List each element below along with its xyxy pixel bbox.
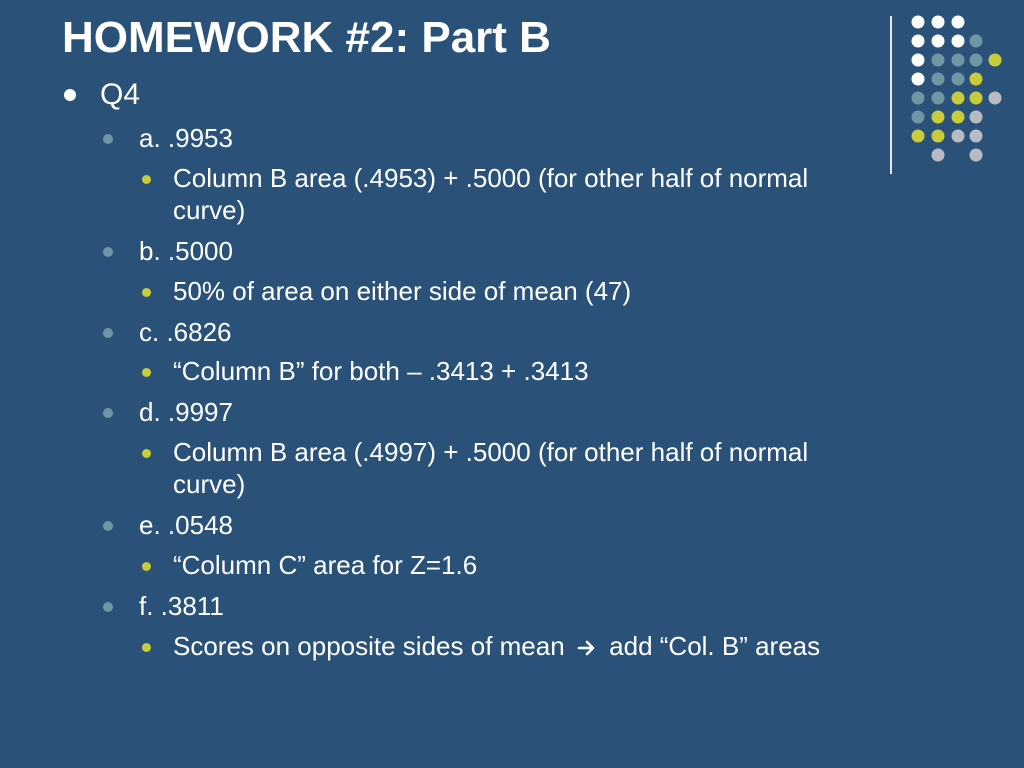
answer-f: f. .3811 [139, 591, 224, 621]
right-arrow-icon [572, 630, 602, 662]
level3-bullet [142, 368, 151, 377]
answer-f-note-part1: Scores on opposite sides of mean [173, 631, 565, 661]
answer-d: d. .9997 [139, 397, 233, 427]
level3-bullet [142, 175, 151, 184]
answer-b: b. .5000 [139, 236, 233, 266]
answer-d-note-line1: Column B area (.4997) + .5000 (for other half of normal [173, 437, 809, 467]
answer-c-note: “Column B” for both – .3413 + .3413 [173, 356, 589, 386]
level2-bullet [103, 521, 113, 531]
level2-bullet [103, 134, 113, 144]
level3-bullet [142, 288, 151, 297]
level2-bullet [103, 408, 113, 418]
level1-bullet [64, 89, 76, 101]
answer-f-note [173, 630, 820, 662]
answer-f-note-part2: add “Col. B” areas [609, 631, 821, 661]
slide-title: HOMEWORK #2: Part B [62, 13, 551, 62]
answer-d-note-line2: curve) [173, 469, 246, 499]
answer-a: a. .9953 [139, 123, 233, 153]
answer-a-note-line2: curve) [173, 195, 246, 225]
level3-bullet [142, 643, 151, 652]
level3-bullet [142, 449, 151, 458]
question-label: Q4 [100, 78, 141, 111]
answer-c: c. .6826 [139, 317, 232, 347]
level2-bullet [103, 328, 113, 338]
answer-e: e. .0548 [139, 510, 233, 540]
answer-e-note: “Column C” area for Z=1.6 [173, 550, 478, 580]
answer-b-note: 50% of area on either side of mean (47) [173, 276, 632, 306]
level2-bullet [103, 247, 113, 257]
level2-bullet [103, 602, 113, 612]
answer-a-note-line1: Column B area (.4953) + .5000 (for other half of normal [173, 163, 809, 193]
level3-bullet [142, 562, 151, 571]
